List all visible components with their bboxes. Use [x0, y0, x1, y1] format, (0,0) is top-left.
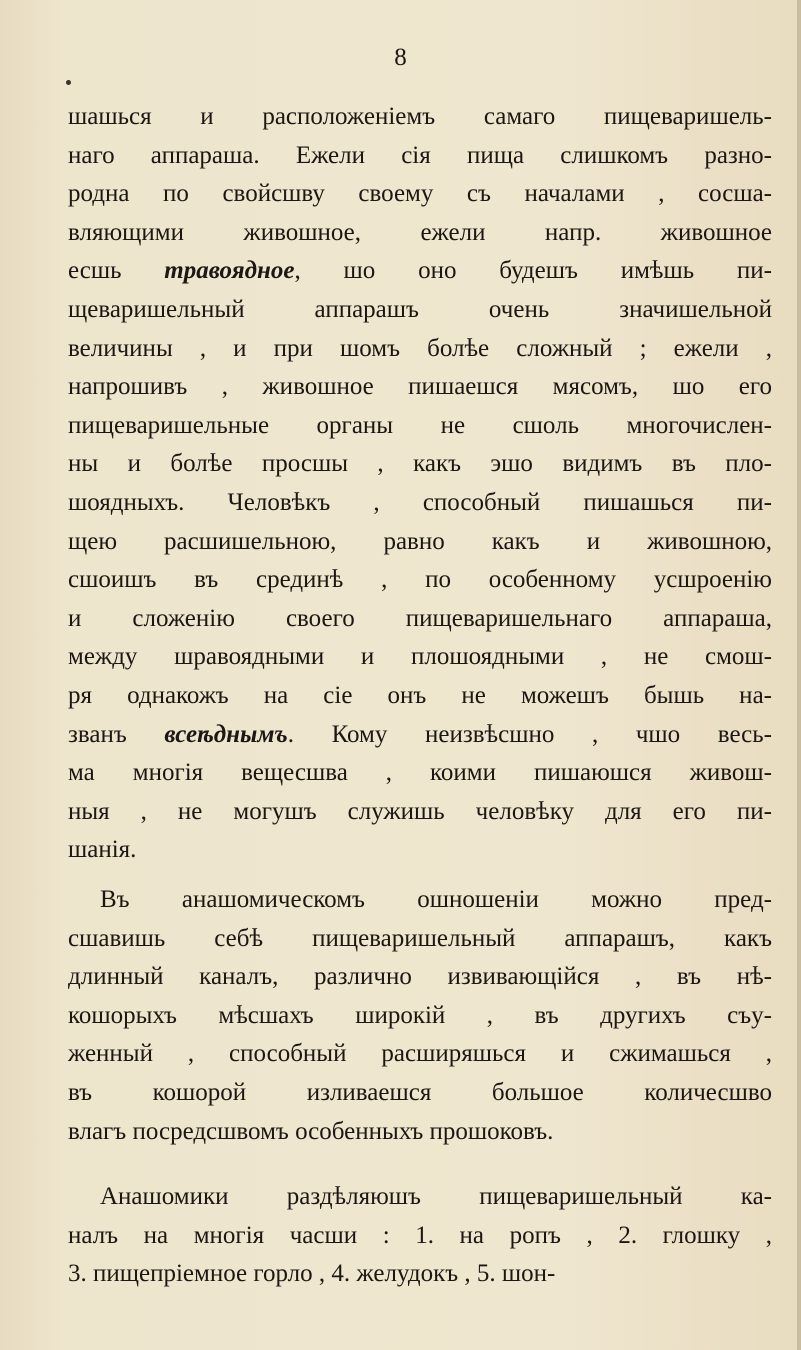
- text-line: Въ анашомическомъ ошношенiи можно пред-: [100, 886, 772, 913]
- text-line: влагъ посредсшвомъ особенныхъ прошоковъ.: [68, 1117, 554, 1145]
- text-line: сшавишь себѣ пищеваришельный аппарашъ, какъ: [68, 924, 772, 952]
- text-line: Анашомики раздѣляюшъ пищеваришельный ка-: [100, 1183, 772, 1210]
- paragraph-1: [68, 98, 772, 870]
- page-edge: [797, 0, 801, 1350]
- text-line: наго аппараша. Ежели сiя пища слишкомъ разно-: [68, 141, 772, 169]
- text-line: въ кошорой изливаешся большое количесшво: [68, 1078, 772, 1106]
- text-line: есшь травоядное, шо оно будешъ имѣшь пи-: [68, 257, 773, 285]
- ink-speck: [66, 80, 71, 85]
- text-line: пищеваришельные органы не сшоль многочислен-: [68, 411, 772, 439]
- text-line: сшоишъ въ срединѣ , по особенному усшроенiю: [68, 566, 772, 594]
- text-line: вляющими живошное, ежели напр. живошное: [68, 218, 772, 246]
- text-line: налъ на многiя часши : 1. на ропъ , 2. глошку ,: [68, 1221, 772, 1249]
- text-line: родна по свойсшву своему съ началами , сосша-: [68, 180, 772, 208]
- text-line: шанiя.: [68, 836, 137, 864]
- text-line: шашься и расположенiемъ самаго пищеваришель-: [68, 103, 772, 130]
- italic-term: всеѣднымъ: [164, 720, 288, 748]
- text-line: ря однакожъ на сiе онъ не можешъ бышь на-: [68, 681, 772, 709]
- text-line: щею расшишельною, равно какъ и живошною,: [68, 527, 772, 555]
- page-number: 8: [394, 44, 407, 71]
- paragraph-3: [68, 1178, 772, 1294]
- text-line: кошорыхъ мѣсшахъ широкiй , въ другихъ съу-: [68, 1001, 772, 1029]
- text-line: 3. пищепрiемное горло , 4. желудокъ , 5. шон-: [68, 1260, 556, 1288]
- text-line: щеваришельный аппарашъ очень значишельной: [68, 295, 772, 323]
- text-line: ма многiя вещесшва , коими пишаюшся живош-: [68, 759, 772, 787]
- text-line: и сложенiю своего пищеваришельнаго аппараша,: [68, 604, 772, 632]
- text-line: ны и болѣе просшы , какъ эшо видимъ въ пло-: [68, 450, 772, 478]
- text-line: женный , способный расширяшься и сжимашься ,: [68, 1040, 772, 1068]
- text-line: шоядныхъ. Человѣкъ , способный пишашься пи-: [68, 488, 772, 516]
- text-line: званъ всеѣднымъ. Кому неизвѣсшно , чшо весь-: [68, 720, 772, 748]
- paragraph-2: [68, 881, 772, 1151]
- text-line: величины , и при шомъ болѣе сложный ; ежели ,: [68, 334, 772, 362]
- text-line: длинный каналъ, различно извивающiйся , въ нѣ-: [68, 963, 772, 991]
- text-line: между шравоядными и плошоядными , не смош-: [68, 643, 772, 671]
- italic-term: травоядное: [164, 257, 295, 285]
- text-line: напрошивъ , живошное пишаешся мясомъ, шо его: [68, 373, 772, 401]
- text-line: ныя , не могушъ служишь человѣку для его пи-: [68, 797, 772, 825]
